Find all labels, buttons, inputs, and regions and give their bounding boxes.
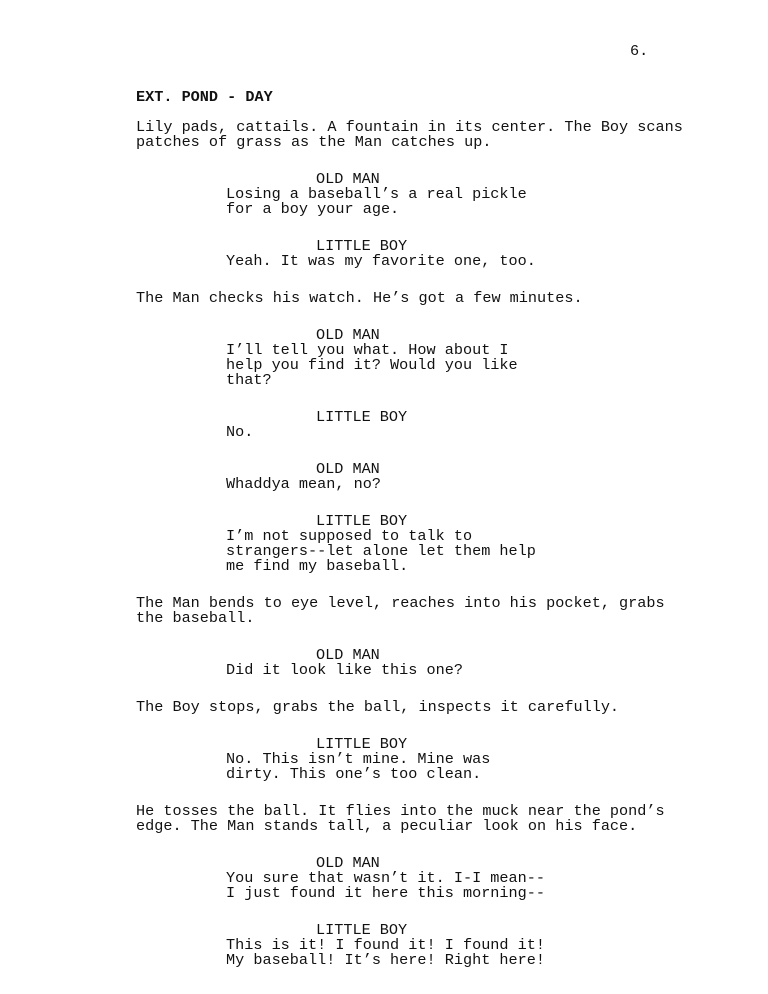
- dialogue-line: help you find it? Would you like: [226, 356, 518, 374]
- page-number: 6.: [630, 42, 649, 60]
- action-line: The Man checks his watch. He’s got a few minutes.: [136, 289, 583, 307]
- action-line: He tosses the ball. It flies into the muck near the pond’s: [136, 802, 665, 820]
- dialogue-line: strangers--let alone let them help: [226, 542, 536, 560]
- dialogue-line: I’ll tell you what. How about I: [226, 341, 509, 359]
- character-name: OLD MAN: [316, 646, 380, 664]
- character-name: OLD MAN: [316, 326, 380, 344]
- character-name: LITTLE BOY: [316, 735, 408, 753]
- dialogue-line: No.: [226, 423, 254, 441]
- dialogue-line: I’m not supposed to talk to: [226, 527, 473, 545]
- action-line: the baseball.: [136, 609, 255, 627]
- character-name: LITTLE BOY: [316, 921, 408, 939]
- dialogue-line: for a boy your age.: [226, 200, 400, 218]
- character-name: LITTLE BOY: [316, 237, 408, 255]
- dialogue-line: Did it look like this one?: [226, 661, 463, 679]
- character-name: OLD MAN: [316, 854, 380, 872]
- dialogue-line: Whaddya mean, no?: [226, 475, 381, 493]
- dialogue-line: that?: [226, 371, 272, 389]
- character-name: LITTLE BOY: [316, 512, 408, 530]
- dialogue-line: Yeah. It was my favorite one, too.: [226, 252, 536, 270]
- dialogue-line: dirty. This one’s too clean.: [226, 765, 482, 783]
- dialogue-line: This is it! I found it! I found it!: [226, 936, 545, 954]
- dialogue-line: Losing a baseball’s a real pickle: [226, 185, 527, 203]
- dialogue-line: No. This isn’t mine. Mine was: [226, 750, 491, 768]
- character-name: LITTLE BOY: [316, 408, 408, 426]
- dialogue-line: I just found it here this morning--: [226, 884, 545, 902]
- dialogue-line: My baseball! It’s here! Right here!: [226, 951, 545, 969]
- action-line: The Boy stops, grabs the ball, inspects it carefully.: [136, 698, 620, 716]
- character-name: OLD MAN: [316, 460, 380, 478]
- action-line: Lily pads, cattails. A fountain in its center. The Boy scans: [136, 118, 683, 136]
- action-line: patches of grass as the Man catches up.: [136, 133, 492, 151]
- action-line: The Man bends to eye level, reaches into his pocket, grabs: [136, 594, 665, 612]
- character-name: OLD MAN: [316, 170, 380, 188]
- dialogue-line: me find my baseball.: [226, 557, 409, 575]
- action-line: edge. The Man stands tall, a peculiar look on his face.: [136, 817, 638, 835]
- dialogue-line: You sure that wasn’t it. I-I mean--: [226, 869, 545, 887]
- scene-heading: EXT. POND - DAY: [136, 88, 273, 106]
